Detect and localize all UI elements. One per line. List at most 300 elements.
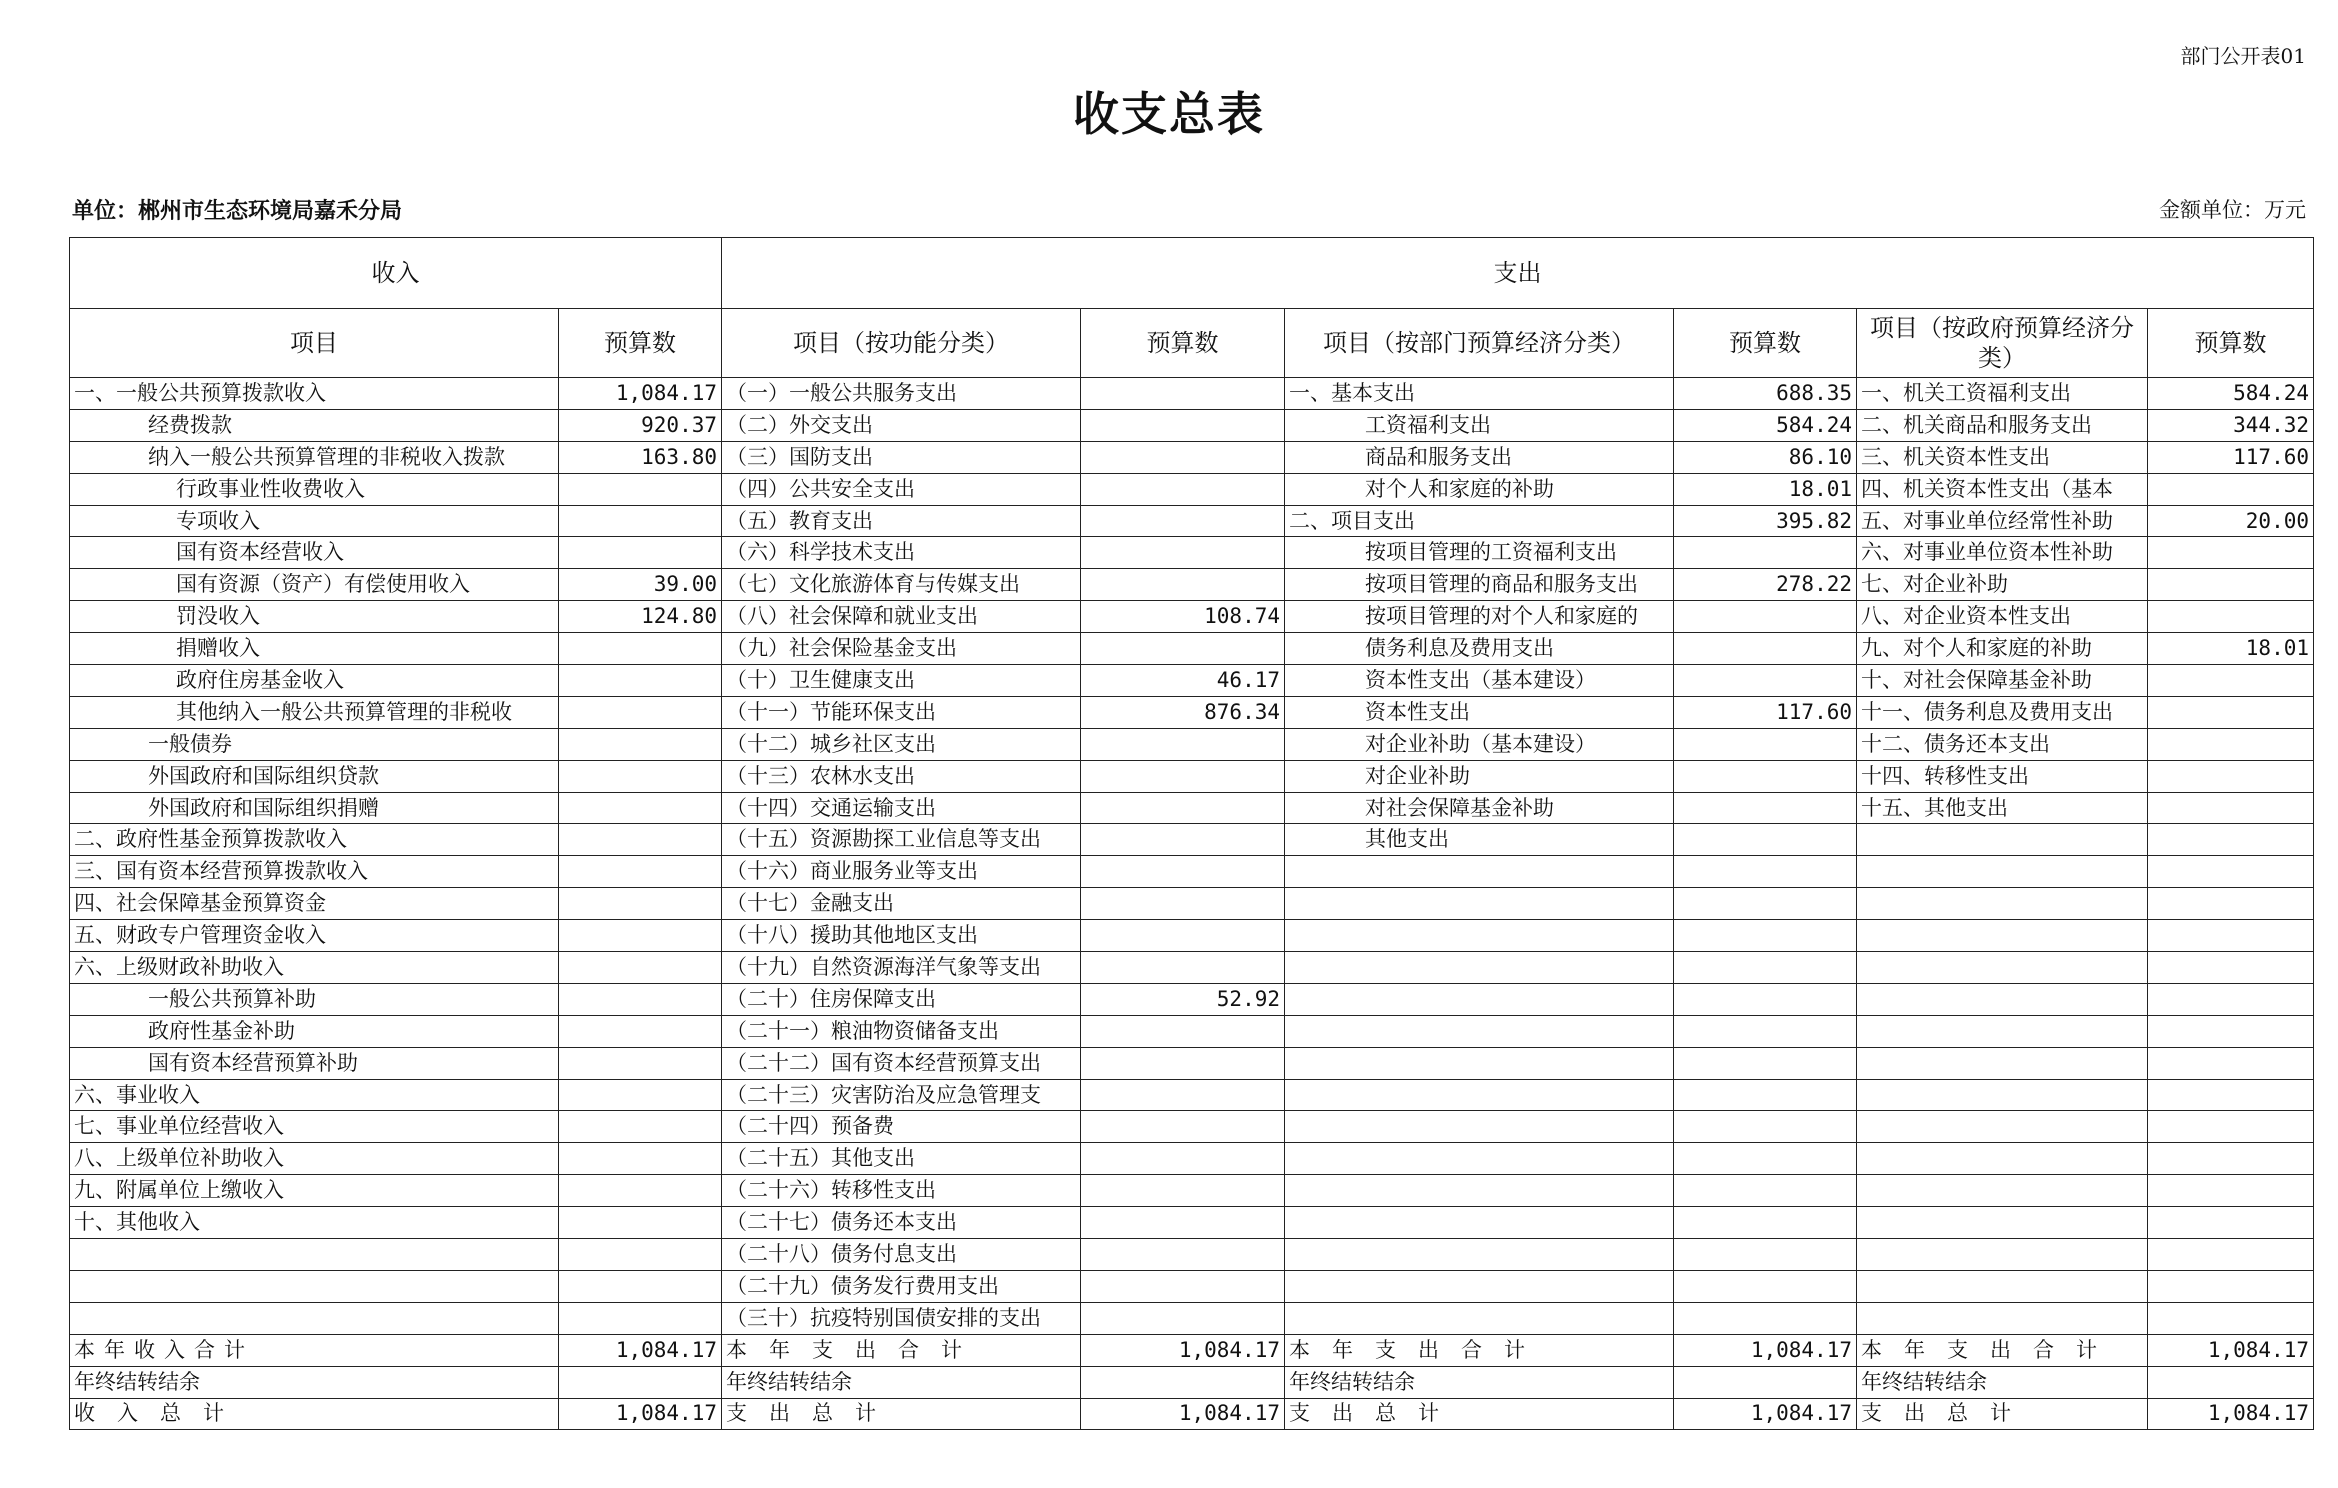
func-budget <box>1081 1207 1285 1239</box>
income-item <box>70 1270 559 1302</box>
func-budget <box>1081 760 1285 792</box>
func-item: （一）一般公共服务支出 <box>722 378 1081 410</box>
func-item: （二十二）国有资本经营预算支出 <box>722 1047 1081 1079</box>
form-code: 部门公开表01 <box>2180 44 2306 68</box>
func-budget <box>1081 728 1285 760</box>
gov-budget <box>2148 601 2314 633</box>
dept-budget <box>1674 633 1857 665</box>
table-row <box>70 856 2314 888</box>
dept-budget <box>1674 824 1857 856</box>
income-item: 政府性基金补助 <box>70 1015 559 1047</box>
income-item: 九、附属单位上缴收入 <box>70 1175 559 1207</box>
dept-budget <box>1674 601 1857 633</box>
gov-grand-value: 1,084.17 <box>2148 1398 2314 1430</box>
income-budget <box>559 824 722 856</box>
income-item: 六、上级财政补助收入 <box>70 952 559 984</box>
func-item: （三十）抗疫特别国债安排的支出 <box>722 1302 1081 1334</box>
income-item-header: 项目 <box>70 309 559 378</box>
income-budget: 920.37 <box>559 409 722 441</box>
dept-item: 债务利息及费用支出 <box>1285 633 1674 665</box>
income-budget <box>559 1270 722 1302</box>
income-section-header: 收入 <box>70 238 722 309</box>
gov-item <box>1857 1047 2148 1079</box>
income-carryover-value <box>559 1366 722 1398</box>
gov-budget: 344.32 <box>2148 409 2314 441</box>
table-row <box>70 1079 2314 1111</box>
func-item: （二十四）预备费 <box>722 1111 1081 1143</box>
dept-item <box>1285 1079 1674 1111</box>
dept-item <box>1285 952 1674 984</box>
table-row <box>70 696 2314 728</box>
gov-budget <box>2148 1207 2314 1239</box>
income-budget <box>559 792 722 824</box>
income-item: 六、事业收入 <box>70 1079 559 1111</box>
func-budget <box>1081 824 1285 856</box>
income-item: 五、财政专户管理资金收入 <box>70 920 559 952</box>
gov-budget <box>2148 537 2314 569</box>
func-budget <box>1081 1239 1285 1271</box>
table-row <box>70 633 2314 665</box>
table-row <box>70 920 2314 952</box>
dept-carryover-value <box>1674 1366 1857 1398</box>
table-row <box>70 1207 2314 1239</box>
gov-item <box>1857 1175 2148 1207</box>
gov-item <box>1857 1302 2148 1334</box>
dept-budget: 688.35 <box>1674 378 1857 410</box>
income-budget <box>559 1143 722 1175</box>
income-item <box>70 1302 559 1334</box>
gov-item: 二、机关商品和服务支出 <box>1857 409 2148 441</box>
gov-budget <box>2148 920 2314 952</box>
gov-budget <box>2148 1047 2314 1079</box>
func-budget <box>1081 856 1285 888</box>
table-row <box>70 1111 2314 1143</box>
income-total-label: 本年收入合计 <box>70 1334 559 1366</box>
func-budget: 876.34 <box>1081 696 1285 728</box>
gov-budget <box>2148 1270 2314 1302</box>
func-budget <box>1081 1143 1285 1175</box>
func-item: （十五）资源勘探工业信息等支出 <box>722 824 1081 856</box>
gov-item: 一、机关工资福利支出 <box>1857 378 2148 410</box>
dept-item: 资本性支出 <box>1285 696 1674 728</box>
gov-budget <box>2148 569 2314 601</box>
table-row <box>70 983 2314 1015</box>
func-item: （七）文化旅游体育与传媒支出 <box>722 569 1081 601</box>
gov-carryover-value <box>2148 1366 2314 1398</box>
gov-item <box>1857 952 2148 984</box>
income-budget <box>559 696 722 728</box>
income-budget <box>559 760 722 792</box>
dept-budget <box>1674 983 1857 1015</box>
gov-item: 十五、其他支出 <box>1857 792 2148 824</box>
func-item: （二十三）灾害防治及应急管理支 <box>722 1079 1081 1111</box>
dept-item: 对社会保障基金补助 <box>1285 792 1674 824</box>
dept-item: 按项目管理的工资福利支出 <box>1285 537 1674 569</box>
dept-item <box>1285 856 1674 888</box>
dept-budget: 86.10 <box>1674 441 1857 473</box>
func-budget <box>1081 1079 1285 1111</box>
gov-budget <box>2148 856 2314 888</box>
func-item: （四）公共安全支出 <box>722 473 1081 505</box>
gov-budget: 117.60 <box>2148 441 2314 473</box>
table-row <box>70 569 2314 601</box>
gov-budget <box>2148 1111 2314 1143</box>
budget-summary-table <box>69 237 2314 1430</box>
func-item: （二十一）粮油物资储备支出 <box>722 1015 1081 1047</box>
gov-item: 十一、债务利息及费用支出 <box>1857 696 2148 728</box>
func-item: （十四）交通运输支出 <box>722 792 1081 824</box>
dept-grand-value: 1,084.17 <box>1674 1398 1857 1430</box>
income-budget <box>559 888 722 920</box>
func-budget <box>1081 1302 1285 1334</box>
gov-total-value: 1,084.17 <box>2148 1334 2314 1366</box>
func-item: （二十七）债务还本支出 <box>722 1207 1081 1239</box>
amount-unit: 金额单位：万元 <box>2159 198 2306 222</box>
func-carryover-value <box>1081 1366 1285 1398</box>
income-budget <box>559 633 722 665</box>
carryover-row <box>70 1366 2314 1398</box>
func-item: （十六）商业服务业等支出 <box>722 856 1081 888</box>
gov-budget <box>2148 983 2314 1015</box>
table-row <box>70 441 2314 473</box>
gov-item <box>1857 824 2148 856</box>
gov-budget <box>2148 888 2314 920</box>
gov-item-header: 项目（按政府预算经济分类） <box>1857 309 2148 378</box>
grand-total-row <box>70 1398 2314 1430</box>
gov-budget <box>2148 1302 2314 1334</box>
gov-budget <box>2148 1015 2314 1047</box>
gov-budget: 20.00 <box>2148 505 2314 537</box>
income-item: 八、上级单位补助收入 <box>70 1143 559 1175</box>
dept-budget <box>1674 792 1857 824</box>
dept-budget <box>1674 1175 1857 1207</box>
func-budget <box>1081 1175 1285 1207</box>
gov-grand-label: 支出总计 <box>1857 1398 2148 1430</box>
income-item: 国有资本经营收入 <box>70 537 559 569</box>
func-budget <box>1081 409 1285 441</box>
func-item: （二十九）债务发行费用支出 <box>722 1270 1081 1302</box>
income-item: 国有资本经营预算补助 <box>70 1047 559 1079</box>
income-item: 一般债券 <box>70 728 559 760</box>
func-budget <box>1081 1111 1285 1143</box>
gov-budget <box>2148 665 2314 697</box>
func-item: （十八）援助其他地区支出 <box>722 920 1081 952</box>
dept-budget <box>1674 1143 1857 1175</box>
dept-budget: 395.82 <box>1674 505 1857 537</box>
func-item: （十）卫生健康支出 <box>722 665 1081 697</box>
func-budget <box>1081 1047 1285 1079</box>
table-row <box>70 601 2314 633</box>
func-item: （二十）住房保障支出 <box>722 983 1081 1015</box>
dept-budget: 117.60 <box>1674 696 1857 728</box>
gov-budget <box>2148 1079 2314 1111</box>
func-budget: 52.92 <box>1081 983 1285 1015</box>
income-budget <box>559 728 722 760</box>
table-row <box>70 728 2314 760</box>
dept-budget <box>1674 1079 1857 1111</box>
gov-item: 十四、转移性支出 <box>1857 760 2148 792</box>
gov-budget <box>2148 824 2314 856</box>
func-budget <box>1081 952 1285 984</box>
income-item: 外国政府和国际组织贷款 <box>70 760 559 792</box>
dept-item <box>1285 920 1674 952</box>
func-budget <box>1081 1270 1285 1302</box>
income-item: 七、事业单位经营收入 <box>70 1111 559 1143</box>
dept-item <box>1285 1143 1674 1175</box>
gov-item: 十、对社会保障基金补助 <box>1857 665 2148 697</box>
dept-budget <box>1674 1239 1857 1271</box>
table-row <box>70 1175 2314 1207</box>
gov-item: 五、对事业单位经常性补助 <box>1857 505 2148 537</box>
dept-total-value: 1,084.17 <box>1674 1334 1857 1366</box>
dept-budget <box>1674 537 1857 569</box>
dept-budget <box>1674 920 1857 952</box>
gov-budget: 584.24 <box>2148 378 2314 410</box>
dept-budget <box>1674 1047 1857 1079</box>
dept-item: 二、项目支出 <box>1285 505 1674 537</box>
dept-budget <box>1674 888 1857 920</box>
gov-budget <box>2148 1175 2314 1207</box>
annual-total-row <box>70 1334 2314 1366</box>
income-budget <box>559 1079 722 1111</box>
table-row <box>70 1302 2314 1334</box>
income-item: 政府住房基金收入 <box>70 665 559 697</box>
func-budget <box>1081 792 1285 824</box>
gov-budget <box>2148 1239 2314 1271</box>
dept-item <box>1285 1207 1674 1239</box>
func-budget <box>1081 473 1285 505</box>
func-item: （十九）自然资源海洋气象等支出 <box>722 952 1081 984</box>
gov-item <box>1857 1143 2148 1175</box>
page-title: 收支总表 <box>1073 87 1265 141</box>
income-budget <box>559 1207 722 1239</box>
dept-item: 对个人和家庭的补助 <box>1285 473 1674 505</box>
func-total-value: 1,084.17 <box>1081 1334 1285 1366</box>
gov-budget <box>2148 473 2314 505</box>
income-budget <box>559 856 722 888</box>
gov-budget <box>2148 1143 2314 1175</box>
dept-budget <box>1674 1302 1857 1334</box>
gov-carryover-label: 年终结转结余 <box>1857 1366 2148 1398</box>
income-budget <box>559 1302 722 1334</box>
dept-item <box>1285 1302 1674 1334</box>
gov-item <box>1857 1111 2148 1143</box>
dept-budget <box>1674 1270 1857 1302</box>
income-budget-header: 预算数 <box>559 309 722 378</box>
func-item: （十二）城乡社区支出 <box>722 728 1081 760</box>
func-grand-label: 支出总计 <box>722 1398 1081 1430</box>
dept-budget <box>1674 952 1857 984</box>
gov-item <box>1857 856 2148 888</box>
income-budget: 163.80 <box>559 441 722 473</box>
dept-budget <box>1674 728 1857 760</box>
gov-budget <box>2148 760 2314 792</box>
dept-item: 对企业补助 <box>1285 760 1674 792</box>
expense-section-header: 支出 <box>722 238 2314 309</box>
func-item: （二十八）债务付息支出 <box>722 1239 1081 1271</box>
dept-item <box>1285 1239 1674 1271</box>
func-budget <box>1081 441 1285 473</box>
table-row <box>70 760 2314 792</box>
gov-item <box>1857 1015 2148 1047</box>
gov-budget: 18.01 <box>2148 633 2314 665</box>
func-item: （十一）节能环保支出 <box>722 696 1081 728</box>
func-item: （十七）金融支出 <box>722 888 1081 920</box>
income-item: 十、其他收入 <box>70 1207 559 1239</box>
gov-item <box>1857 1079 2148 1111</box>
gov-item: 九、对个人和家庭的补助 <box>1857 633 2148 665</box>
income-budget: 39.00 <box>559 569 722 601</box>
gov-item: 六、对事业单位资本性补助 <box>1857 537 2148 569</box>
income-budget <box>559 1047 722 1079</box>
func-item: （八）社会保障和就业支出 <box>722 601 1081 633</box>
dept-item-header: 项目（按部门预算经济分类） <box>1285 309 1674 378</box>
dept-carryover-label: 年终结转结余 <box>1285 1366 1674 1398</box>
income-budget <box>559 473 722 505</box>
func-budget <box>1081 888 1285 920</box>
dept-budget: 584.24 <box>1674 409 1857 441</box>
dept-budget <box>1674 1111 1857 1143</box>
dept-item: 一、基本支出 <box>1285 378 1674 410</box>
dept-item: 商品和服务支出 <box>1285 441 1674 473</box>
func-item: （三）国防支出 <box>722 441 1081 473</box>
dept-total-label: 本年支出合计 <box>1285 1334 1674 1366</box>
dept-item: 资本性支出（基本建设） <box>1285 665 1674 697</box>
func-budget <box>1081 537 1285 569</box>
func-carryover-label: 年终结转结余 <box>722 1366 1081 1398</box>
dept-budget <box>1674 665 1857 697</box>
table-row <box>70 888 2314 920</box>
gov-budget <box>2148 952 2314 984</box>
func-item: （二十五）其他支出 <box>722 1143 1081 1175</box>
table-row <box>70 378 2314 410</box>
table-row <box>70 537 2314 569</box>
func-budget <box>1081 1015 1285 1047</box>
dept-grand-label: 支出总计 <box>1285 1398 1674 1430</box>
dept-budget <box>1674 760 1857 792</box>
gov-item: 三、机关资本性支出 <box>1857 441 2148 473</box>
income-item: 纳入一般公共预算管理的非税收入拨款 <box>70 441 559 473</box>
income-item: 一般公共预算补助 <box>70 983 559 1015</box>
func-grand-value: 1,084.17 <box>1081 1398 1285 1430</box>
income-budget <box>559 1239 722 1271</box>
dept-budget <box>1674 856 1857 888</box>
income-item: 二、政府性基金预算拨款收入 <box>70 824 559 856</box>
func-budget <box>1081 920 1285 952</box>
income-item: 经费拨款 <box>70 409 559 441</box>
dept-item <box>1285 1015 1674 1047</box>
income-item: 一、一般公共预算拨款收入 <box>70 378 559 410</box>
func-item: （十三）农林水支出 <box>722 760 1081 792</box>
func-budget <box>1081 569 1285 601</box>
gov-item <box>1857 920 2148 952</box>
dept-item: 对企业补助（基本建设） <box>1285 728 1674 760</box>
gov-item <box>1857 888 2148 920</box>
table-row <box>70 473 2314 505</box>
gov-item <box>1857 1239 2148 1271</box>
income-item: 行政事业性收费收入 <box>70 473 559 505</box>
gov-budget-header: 预算数 <box>2148 309 2314 378</box>
func-item: （九）社会保险基金支出 <box>722 633 1081 665</box>
func-item-header: 项目（按功能分类） <box>722 309 1081 378</box>
gov-item: 八、对企业资本性支出 <box>1857 601 2148 633</box>
dept-item: 工资福利支出 <box>1285 409 1674 441</box>
gov-item <box>1857 1270 2148 1302</box>
dept-item: 其他支出 <box>1285 824 1674 856</box>
func-budget: 46.17 <box>1081 665 1285 697</box>
dept-budget <box>1674 1207 1857 1239</box>
dept-item <box>1285 983 1674 1015</box>
gov-budget <box>2148 792 2314 824</box>
gov-total-label: 本年支出合计 <box>1857 1334 2148 1366</box>
table-row <box>70 1239 2314 1271</box>
income-grand-value: 1,084.17 <box>559 1398 722 1430</box>
dept-item <box>1285 1270 1674 1302</box>
gov-item: 十二、债务还本支出 <box>1857 728 2148 760</box>
income-carryover-label: 年终结转结余 <box>70 1366 559 1398</box>
dept-budget-header: 预算数 <box>1674 309 1857 378</box>
dept-item <box>1285 888 1674 920</box>
func-budget-header: 预算数 <box>1081 309 1285 378</box>
income-budget: 1,084.17 <box>559 378 722 410</box>
income-budget <box>559 537 722 569</box>
income-budget <box>559 1175 722 1207</box>
func-budget <box>1081 505 1285 537</box>
income-budget <box>559 920 722 952</box>
income-item: 罚没收入 <box>70 601 559 633</box>
gov-item: 四、机关资本性支出（基本 <box>1857 473 2148 505</box>
dept-item: 按项目管理的对个人和家庭的 <box>1285 601 1674 633</box>
dept-item <box>1285 1175 1674 1207</box>
income-item: 国有资源（资产）有偿使用收入 <box>70 569 559 601</box>
income-total-value: 1,084.17 <box>559 1334 722 1366</box>
func-item: （二）外交支出 <box>722 409 1081 441</box>
column-header-row <box>70 309 2314 378</box>
dept-item: 按项目管理的商品和服务支出 <box>1285 569 1674 601</box>
income-budget <box>559 1015 722 1047</box>
income-budget <box>559 665 722 697</box>
func-item: （二十六）转移性支出 <box>722 1175 1081 1207</box>
gov-item <box>1857 983 2148 1015</box>
income-budget: 124.80 <box>559 601 722 633</box>
table-row <box>70 505 2314 537</box>
income-grand-label: 收入总计 <box>70 1398 559 1430</box>
table-row <box>70 409 2314 441</box>
dept-budget: 278.22 <box>1674 569 1857 601</box>
dept-item <box>1285 1111 1674 1143</box>
table-row <box>70 1015 2314 1047</box>
income-item: 其他纳入一般公共预算管理的非税收 <box>70 696 559 728</box>
table-row <box>70 952 2314 984</box>
table-row <box>70 1270 2314 1302</box>
table-row <box>70 824 2314 856</box>
income-item <box>70 1239 559 1271</box>
dept-budget: 18.01 <box>1674 473 1857 505</box>
table-row <box>70 1047 2314 1079</box>
func-item: （五）教育支出 <box>722 505 1081 537</box>
dept-budget <box>1674 1015 1857 1047</box>
income-budget <box>559 952 722 984</box>
func-budget: 108.74 <box>1081 601 1285 633</box>
func-total-label: 本年支出合计 <box>722 1334 1081 1366</box>
gov-item: 七、对企业补助 <box>1857 569 2148 601</box>
dept-item <box>1285 1047 1674 1079</box>
table-row <box>70 1143 2314 1175</box>
table-row <box>70 792 2314 824</box>
income-budget <box>559 505 722 537</box>
unit-label: 单位：郴州市生态环境局嘉禾分局 <box>72 198 403 224</box>
gov-item <box>1857 1207 2148 1239</box>
